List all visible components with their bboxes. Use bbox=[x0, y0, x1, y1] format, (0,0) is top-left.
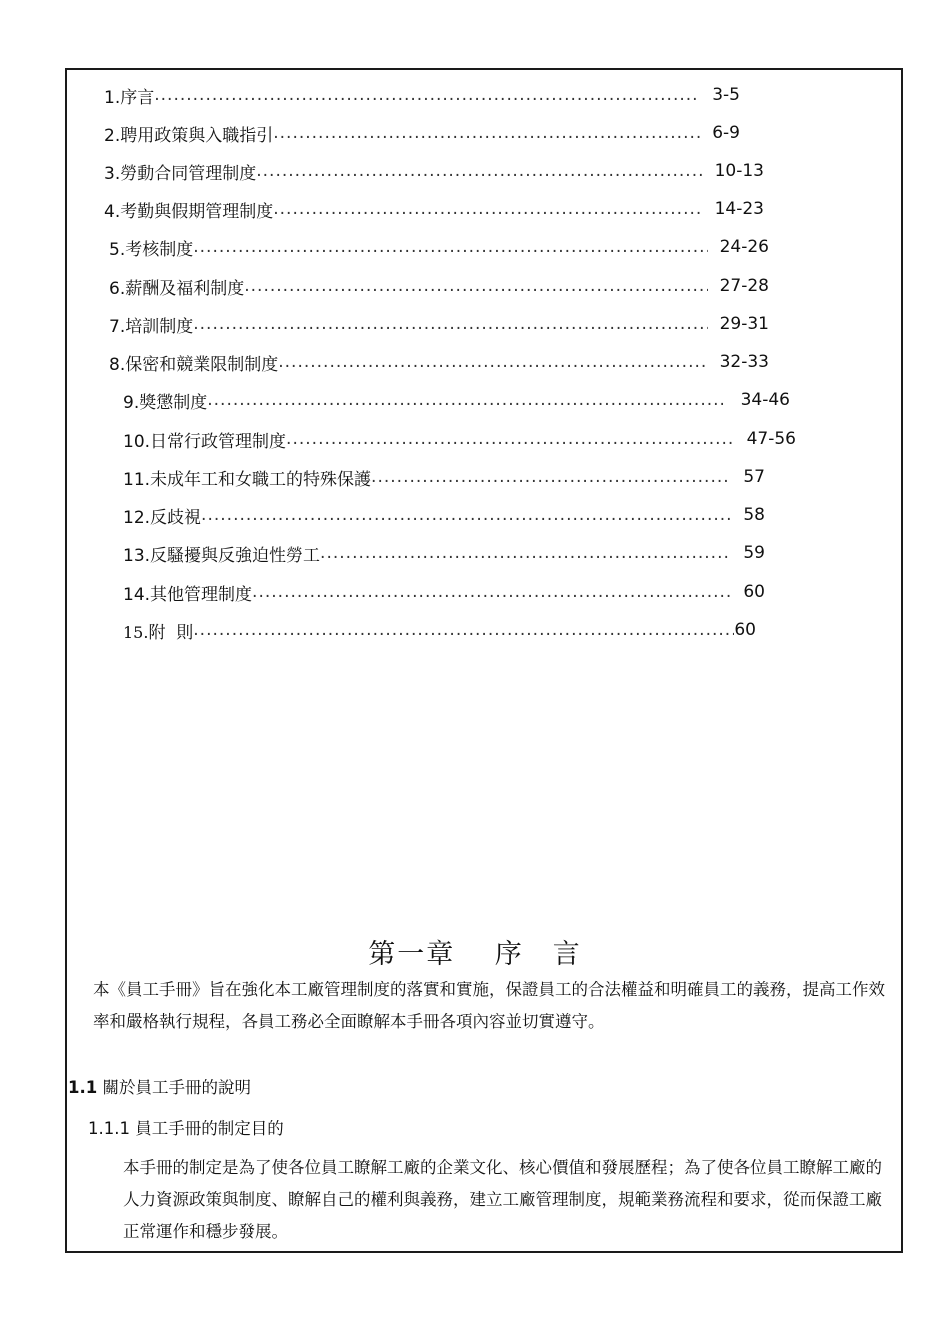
toc-label: 13.反騷擾與反強迫性勞工 bbox=[123, 545, 321, 566]
toc-label: 8.保密和競業限制制度 bbox=[109, 354, 279, 375]
toc-item[interactable] bbox=[123, 579, 765, 605]
toc-label: 5.考核制度 bbox=[109, 239, 194, 260]
toc-page: 24-26 bbox=[719, 237, 769, 257]
toc-leader bbox=[256, 161, 702, 181]
toc-label: 3.勞動合同管理制度 bbox=[104, 163, 257, 184]
toc-item[interactable] bbox=[123, 426, 796, 452]
toc-label: 7.培訓制度 bbox=[109, 316, 194, 337]
toc-item[interactable] bbox=[104, 82, 740, 108]
toc-item[interactable] bbox=[123, 617, 756, 643]
section-number: 1.1 bbox=[68, 1078, 98, 1097]
toc-page: 10-13 bbox=[714, 161, 764, 181]
toc-page: 32-33 bbox=[719, 352, 769, 372]
toc-page: 29-31 bbox=[719, 314, 769, 334]
toc-leader bbox=[244, 276, 707, 296]
toc-item[interactable] bbox=[123, 502, 765, 528]
toc-page: 59 bbox=[743, 543, 765, 563]
toc-leader bbox=[193, 237, 707, 257]
toc-item[interactable] bbox=[104, 196, 764, 222]
toc-label bbox=[123, 618, 193, 643]
toc-item[interactable] bbox=[104, 158, 764, 184]
toc-leader bbox=[207, 390, 722, 410]
toc-label: 4.考勤與假期管理制度 bbox=[104, 201, 274, 222]
toc-item[interactable] bbox=[104, 120, 740, 146]
subsection-body: 本手冊的制定是為了使各位員工瞭解工廠的企業文化、核心價值和發展歷程；為了使各位員工瞭解工廠的人力資源政策與制度、瞭解自己的權利與義務，建立工廠管理制度，規範業務流程和要求，從而保證工廠正常運作和穩步發展。 bbox=[123, 1158, 882, 1241]
toc-page: 47-56 bbox=[746, 429, 796, 449]
toc-item[interactable] bbox=[123, 464, 765, 490]
toc-page: 60 bbox=[743, 582, 765, 602]
toc-leader bbox=[154, 85, 700, 105]
toc-item[interactable] bbox=[109, 234, 769, 260]
toc-label-text: 附 則 bbox=[148, 622, 194, 643]
toc-label: 11.未成年工和女職工的特殊保護 bbox=[123, 469, 372, 490]
chapter-intro: 本《員工手冊》旨在強化本工廠管理制度的落實和實施，保證員工的合法權益和明確員工的義務，提高工作效率和嚴格執行規程，各員工務必全面瞭解本手冊各項內容並切實遵守。 bbox=[93, 980, 885, 1031]
toc-item[interactable] bbox=[123, 387, 790, 413]
toc-leader bbox=[286, 429, 735, 449]
toc-page: 57 bbox=[743, 467, 765, 487]
toc-page: 27-28 bbox=[719, 276, 769, 296]
toc-leader bbox=[193, 620, 734, 640]
toc-label: 9.獎懲制度 bbox=[123, 392, 208, 413]
toc-page: 14-23 bbox=[714, 199, 764, 219]
toc-item[interactable] bbox=[109, 311, 769, 337]
toc-label: 14.其他管理制度 bbox=[123, 584, 253, 605]
subsection-heading: 1.1.1 員工手冊的制定目的 bbox=[88, 1119, 284, 1138]
toc-label: 10.日常行政管理制度 bbox=[123, 431, 287, 452]
toc-page: 3-5 bbox=[712, 85, 740, 105]
toc-page: 34-46 bbox=[740, 390, 790, 410]
toc-leader bbox=[193, 314, 707, 334]
toc-page: 6-9 bbox=[712, 123, 740, 143]
chapter-title: 第一章 序 言 bbox=[368, 939, 582, 970]
toc-item[interactable] bbox=[109, 349, 769, 375]
toc-leader bbox=[278, 352, 707, 372]
toc-label: 2.聘用政策與入職指引 bbox=[104, 125, 274, 146]
toc-number: 15. bbox=[123, 622, 149, 642]
toc-item[interactable] bbox=[109, 273, 769, 299]
toc-leader bbox=[252, 582, 731, 602]
toc-label: 12.反歧視 bbox=[123, 507, 202, 528]
toc-page: 58 bbox=[743, 505, 765, 525]
toc-page: 60 bbox=[734, 620, 756, 640]
toc-leader bbox=[273, 199, 702, 219]
section-title: 關於員工手冊的說明 bbox=[97, 1078, 251, 1097]
toc-label: 6.薪酬及福利制度 bbox=[109, 278, 245, 299]
toc-leader bbox=[320, 543, 731, 563]
section-heading bbox=[68, 1074, 251, 1098]
toc-leader bbox=[201, 505, 731, 525]
toc-leader bbox=[273, 123, 700, 143]
toc-item[interactable] bbox=[123, 540, 765, 566]
toc-label: 1.序言 bbox=[104, 87, 155, 108]
toc-leader bbox=[371, 467, 731, 487]
